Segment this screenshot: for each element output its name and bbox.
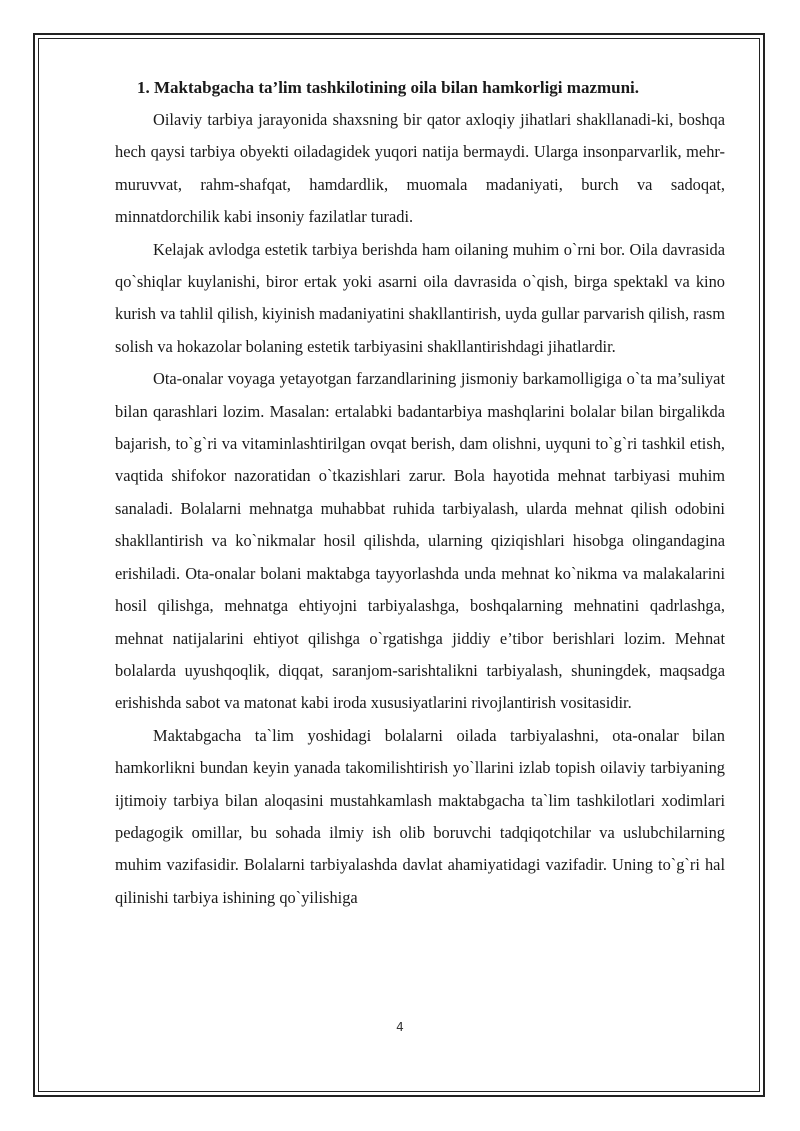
- paragraph-physical-and-labor-upbringing: Ota-onalar voyaga yetayotgan farzandlarining jismoniy barkamolligiga o`ta ma’suliyat bilan qarashlari lozim. Masalan: ertalabki badantarbiya mashqlarini bolalar bilan birgalikda bajarish, to`g`ri va vitaminlashtirilgan ovqat berish, dam olishni, uyquni to`g`ri tashkil etish, vaqtida shifokor nazoratidan o`tkazishlari zarur. Bola hayotida mehnat tarbiyasi muhim sanaladi. Bolalarni mehnatga muhabbat ruhida tarbiyalash, ularda mehnat qilish odobini shakllantirish va ko`nikmalar hosil qilishda, ularning qiziqishlari hisobga olingandagina erishiladi. Ota-onalar bolani maktabga tayyorlashda unda mehnat ko`nikma va malakalarini hosil qilishga, mehnatga ehtiyojni tarbiyalashga, boshqalarning mehnatini qadrlashga, mehnat natijalarini ehtiyot qilishga o`rgatishga jiddiy e’tibor berishlari lozim. Mehnat bolalarda uyushqoqlik, diqqat, saranjom-sarishtalikni tarbiyalash, shuningdek, maqsadga erishishda sabot va matonat kabi iroda xususiyatlarini rivojlantirish vositasidir.: [115, 369, 725, 713]
- paragraph-family-moral-upbringing: Oilaviy tarbiya jarayonida shaxsning bir qator axloqiy jihatlari shakllanadi-ki, boshqa hech qaysi tarbiya obyekti oiladagidek yuqori natija bermaydi. Ularga insonparvarlik, mehr-muruvvat, rahm-shafqat, hamdardlik, muomala madaniyati, burch va sadoqat, minnatdorchilik kabi insoniy fazilatlar turadi.: [115, 110, 725, 227]
- section-heading: 1. Maktabgacha ta’lim tashkilotining oila bilan hamkorligi mazmuni.: [137, 78, 640, 97]
- document-body: [115, 72, 725, 914]
- paragraph-aesthetic-upbringing: Kelajak avlodga estetik tarbiya berishda ham oilaning muhim o`rni bor. Oila davrasida qo`shiqlar kuylanishi, biror ertak yoki asarni oila davrasida o`qish, birga spektakl va kino kurish va tahlil qilish, kiyinish madaniyatini shakllantirish, uyda gullar parvarish qilish, rasm solish va hokazolar bolaning estetik tarbiyasini shakllantirishdagi jihatlardir.: [115, 239, 726, 356]
- paragraph-cooperation-with-parents: Maktabgacha ta`lim yoshidagi bolalarni oilada tarbiyalashni, ota-onalar bilan hamkorlikni bundan keyin yanada takomilishtirish yo`llarini izlab topish oilaviy tarbiyaning ijtimoiy tarbiya bilan aloqasini mustahkamlash maktabgacha ta`lim tashkilotlari xodimlari pedagogik omillar, bu sohada ilmiy ish olib boruvchi tadqiqotchilar va uslubchilarning muhim vazifasidir. Bolalarni tarbiyalashda davlat ahamiyatidagi vazifadir. Uning to`g`ri hal qilinishi tarbiya ishining qo`yilishiga: [115, 725, 725, 907]
- page-number: 4: [396, 1020, 404, 1034]
